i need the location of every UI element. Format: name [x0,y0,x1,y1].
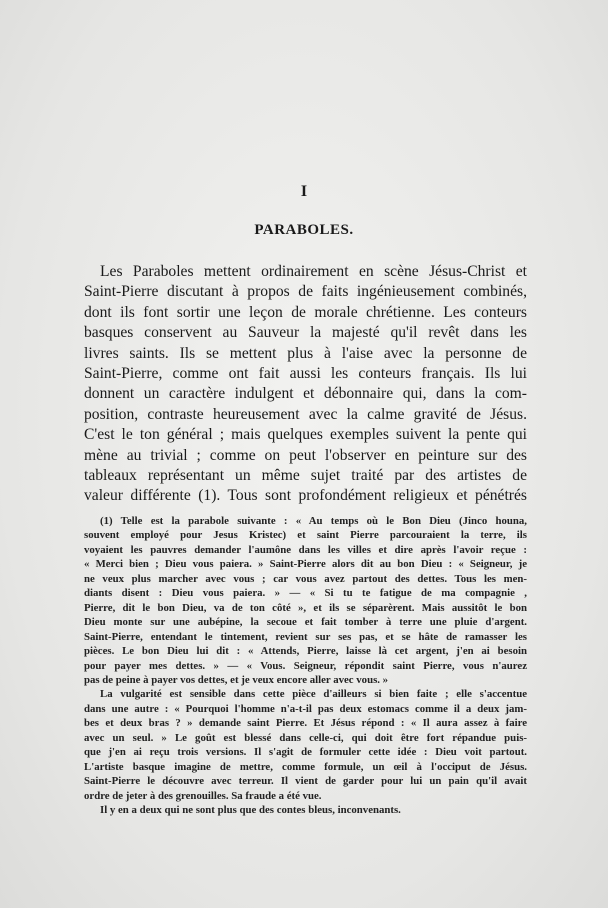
footnote-line: Saint-Pierre le découvre avec terreur. Il vient de garder pour lui un pain qu'il avait [84,775,527,788]
footnote-line: « Merci bien ; Dieu vous paiera. » Saint-Pierre alors dit au bon Dieu : « Seigneur, je [84,558,527,571]
body-text [84,262,527,507]
footnote-line: bes et deux bras ? » demande saint Pierre. Et Jésus répond : « Il aura assez à faire [84,717,527,730]
footnote-line: que j'en ai reçu trois versions. Il s'agit de formuler cette idée : Dieu voit partout. [84,746,527,759]
footnote-line: pièces. Le bon Dieu lui dit : « Attends, Pierre, laisse là cet argent, j'en ai besoin [84,645,527,658]
body-line: mène au trivial ; comme on peut l'observer en peinture sur des [84,446,527,464]
body-line: position, contraste heureusement avec la calme gravité de Jésus. [84,405,527,423]
footnote-line: diants disent : Dieu vous paiera. » — « Si tu te fatigue de ma compagnie , [84,587,527,600]
body-line: dont ils font sortir une leçon de morale chrétienne. Les conteurs [84,303,527,321]
footnote-line: Dieu monte sur une aubépine, la secoue et fait tomber à terre une pluie d'argent. [84,616,527,629]
footnote-line: (1) Telle est la parabole suivante : « Au temps où le Bon Dieu (Jinco houna, [100,515,527,527]
footnote [84,514,527,818]
footnote-line: voyaient les pauvres demander l'aumône dans les villes et dire après l'avoir reçue : [84,543,527,556]
body-line: donnent un caractère indulgent et débonnaire qui, dans la com- [84,385,527,403]
body-line: Saint-Pierre, comme ont fait aussi les conteurs français. Ils lui [84,365,527,383]
footnote-line: Pierre, dit le bon Dieu, va de ton côté », et ils se séparèrent. Mais aussitôt le bon [84,601,527,614]
footnote-line: pas de peine à payer vos dettes, et je veux encore aller avec vous. » [84,673,389,686]
footnote-line: ne veux plus marcher avec vous ; car vous avez partout des dettes. Tous les men- [84,572,527,585]
footnote-line: avec un seul. » Le goût est blessé dans celle-ci, qui doit être fort répandue puis- [84,731,527,744]
footnote-line: pour payer mes dettes. » — « Vous. Seigneur, répondit saint Pierre, vous n'aurez [84,659,527,672]
footnote-line: L'artiste basque imagine de mettre, comme formule, un œil à l'occiput de Jésus. [84,760,527,773]
body-line: livres saints. Ils se mettent plus à l'aise avec la personne de [84,344,527,362]
footnote-line: Il y en a deux qui ne sont plus que des contes bleus, inconvenants. [100,804,401,817]
chapter-title: PARABOLES. [254,222,354,238]
footnote-line: Saint-Pierre, entendant le tintement, revient sur ses pas, et se hâte de ramasser les [84,630,527,643]
body-line: Saint-Pierre discutant à propos de faits ingénieusement combinés, [84,283,527,301]
body-line: C'est le ton général ; mais quelques exemples suivent la pente qui [84,426,527,444]
body-line: tableaux représentant un même sujet traité par des artistes de [84,467,527,485]
body-line: valeur différente (1). Tous sont profondément religieux et pénétrés [84,487,527,505]
footnote-line: La vulgarité est sensible dans cette pièce d'ailleurs si bien faite ; elle s'accentue [100,688,527,701]
chapter-number: I [300,183,308,200]
body-line: basques conservent au Sauveur la majesté qu'il revêt dans les [84,324,527,342]
footnote-line: souvent employé pour Jesus Kristec) et saint Pierre parcouraient la terre, ils [84,529,527,542]
footnote-line: ordre de jeter à des grenouilles. Sa fraude a été vue. [84,789,322,802]
body-line: Les Paraboles mettent ordinairement en scène Jésus-Christ et [100,263,527,280]
footnote-line: dans une autre : « Pourquoi l'homme n'a-t-il pas deux estomacs comme il a deux jam- [84,702,527,715]
